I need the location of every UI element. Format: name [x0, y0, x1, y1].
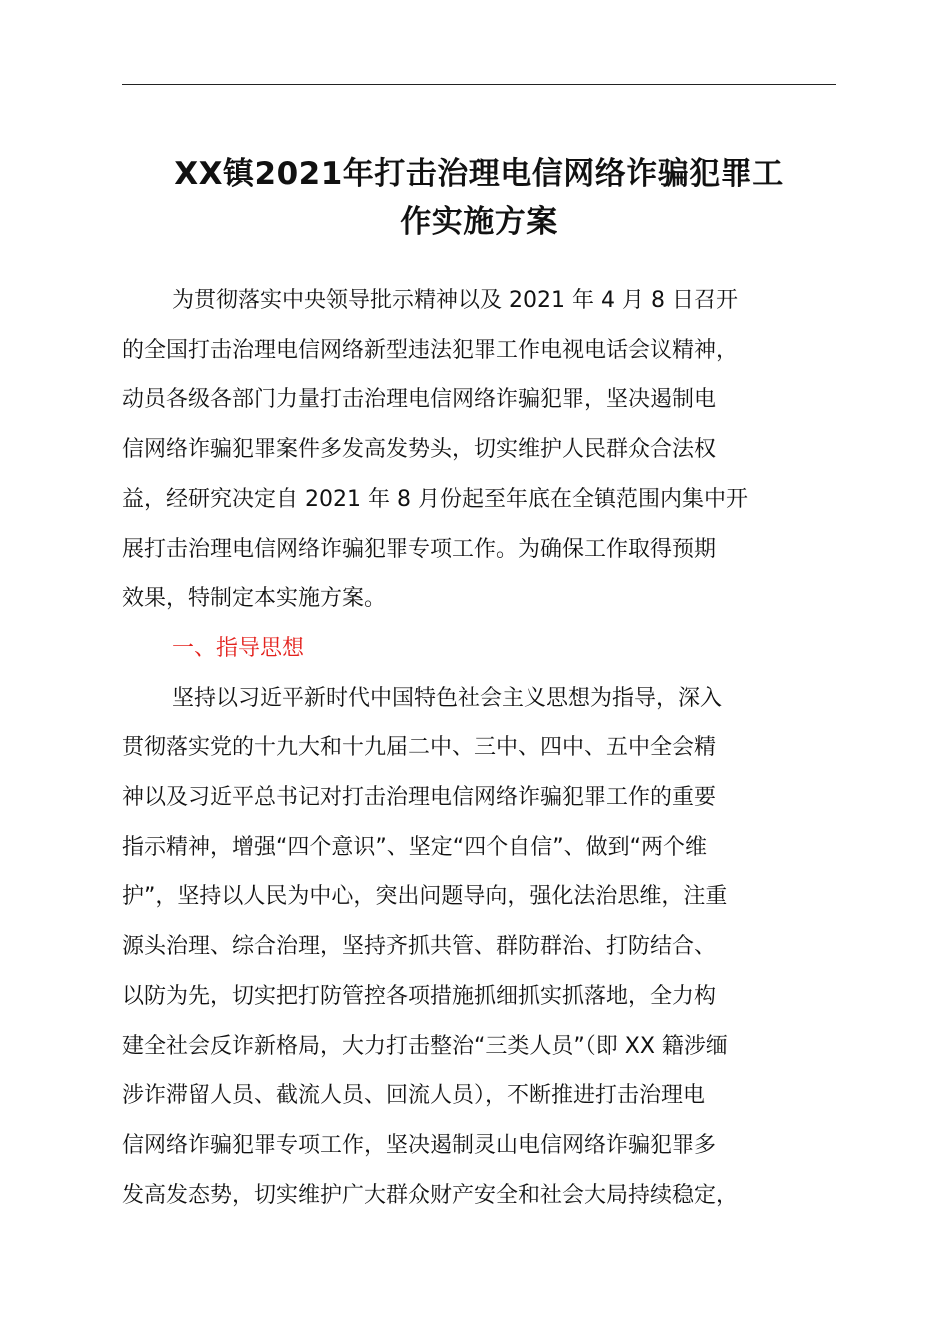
paragraph-line: 为贯彻落实中央领导批示精神以及 2021 年 4 月 8 日召开 — [172, 288, 738, 313]
paragraph-line: 贯彻落实党的十九大和十九届二中、三中、四中、五中全会精 — [122, 735, 717, 761]
paragraph-line: 坚持以习近平新时代中国特色社会主义思想为指导，深入 — [172, 685, 723, 711]
paragraph-intro — [122, 276, 840, 624]
title-line-1: XX镇2021年打击治理电信网络诈骗犯罪工 — [174, 156, 784, 192]
section-heading-text: 一、指导思想 — [172, 635, 305, 661]
paragraph-line: 益，经研究决定自 2021 年 8 月份起至年底在全镇范围内集中开 — [122, 486, 748, 512]
document-body — [122, 276, 840, 1220]
paragraph-line: 涉诈滞留人员、截流人员、回流人员），不断推进打击治理电 — [122, 1083, 706, 1109]
paragraph-line: 源头治理、综合治理，坚持齐抓共管、群防群治、打防结合、 — [122, 934, 717, 960]
paragraph-line: 动员各级各部门力量打击治理电信网络诈骗犯罪，坚决遏制电 — [122, 387, 717, 413]
paragraph-line: 效果，特制定本实施方案。 — [122, 586, 387, 612]
header-rule — [122, 84, 836, 85]
paragraph-line: 神以及习近平总书记对打击治理电信网络诈骗犯罪工作的重要 — [122, 785, 717, 811]
title-line-2: 作实施方案 — [400, 204, 558, 240]
paragraph-line: 信网络诈骗犯罪专项工作，坚决遏制灵山电信网络诈骗犯罪多 — [122, 1132, 717, 1158]
paragraph-line: 以防为先，切实把打防管控各项措施抓细抓实抓落地，全力构 — [122, 983, 717, 1009]
paragraph-line: 建全社会反诈新格局，大力打击整治“三类人员”（即 XX 籍涉缅 — [122, 1033, 728, 1059]
paragraph-guiding-ideology — [122, 674, 840, 1221]
paragraph-line: 的全国打击治理电信网络新型违法犯罪工作电视电话会议精神， — [122, 337, 739, 363]
document-title — [110, 150, 848, 246]
paragraph-line: 信网络诈骗犯罪案件多发高发势头，切实维护人民群众合法权 — [122, 437, 717, 463]
section-heading-guiding-ideology — [122, 624, 840, 674]
paragraph-line: 发高发态势，切实维护广大群众财产安全和社会大局持续稳定， — [122, 1182, 739, 1208]
paragraph-line: 展打击治理电信网络诈骗犯罪专项工作。为确保工作取得预期 — [122, 536, 717, 562]
paragraph-line: 护”，坚持以人民为中心，突出问题导向，强化法治思维，注重 — [122, 884, 728, 910]
paragraph-line: 指示精神，增强“四个意识”、坚定“四个自信”、做到“两个维 — [122, 834, 707, 860]
